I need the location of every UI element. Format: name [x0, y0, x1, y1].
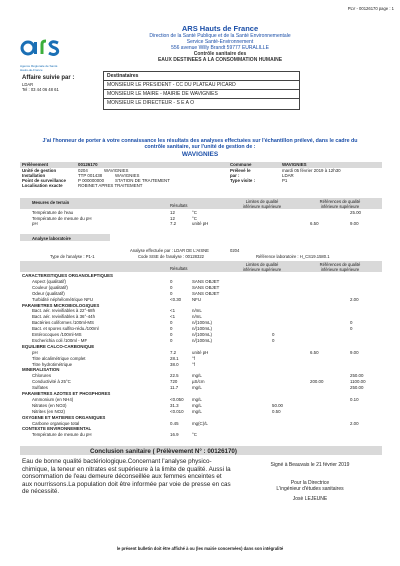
section-heading-label: EQUILIBRE CALCO-CARBONIQUE [22, 343, 95, 349]
terrain-references-header: Références de qualité inférieure supérieure [319, 199, 361, 209]
cell-u: mg(C)/L [192, 420, 208, 426]
cell-u: °C [192, 210, 197, 215]
cell-v: 0 [170, 290, 173, 296]
cell-v: 16.9 [170, 432, 179, 438]
cell-v: 12 [170, 215, 175, 221]
section-heading-label: OXYGENE ET MATIERES ORGANIQUES [22, 414, 106, 420]
section-heading-label: MINERALISATION [22, 367, 60, 373]
conclusion-section [20, 446, 382, 526]
section-heading-label: CONTEXTE ENVIRONNEMENTAL [22, 426, 92, 432]
cell-d: 0 [350, 326, 353, 332]
cell-u: NFU [192, 296, 202, 302]
cell-d: 0.10 [350, 396, 359, 402]
cell-u: °f [192, 355, 195, 361]
lab-service: Service Santé-Environnement [186, 39, 254, 45]
cell-d: 250.00 [350, 373, 364, 379]
cell-n: Nitrites (en NO2) [32, 408, 65, 414]
cell-u: n/(100mL) [192, 337, 213, 343]
cell-v: 7.2 [170, 221, 177, 227]
cell-u: unité pH [192, 221, 209, 227]
cell-u: °f [192, 361, 195, 367]
cell-u: n/(100mL) [192, 326, 213, 332]
signature-role: Pour la Directrice L'ingénieur d'études sanitaires [276, 480, 344, 492]
intro-line-2: contrôle sanitaire, sur l'unité de gestion de : [144, 144, 256, 151]
table-row [20, 432, 382, 438]
cell-v: <0.010 [170, 408, 184, 414]
section-heading-label: CARACTERISTIQUES ORGANOLEPTIQUES [22, 273, 113, 278]
prelevement-value: 00126170 [78, 162, 98, 168]
labo-title: Analyse laboratoire [32, 235, 71, 241]
cell-u: unité pH [192, 349, 209, 355]
cell-n: Bact. et spores sulfito-rédu./100ml [32, 326, 99, 332]
cell-v: <0.30 [170, 296, 182, 302]
cell-u: SANS OBJET [192, 278, 220, 284]
cell-u: mg/L [192, 373, 202, 379]
cell-u: °C [192, 432, 197, 438]
cell-v: 11.7 [170, 385, 179, 391]
destinataires-title: Destinataires [104, 72, 299, 81]
cell-v: <1 [170, 308, 176, 314]
terrain-resultats-header: Résultats [170, 203, 188, 208]
cell-n: Température de mesure du pH [32, 432, 92, 438]
cell-n: Bact. aér. revivifiables à 36°-44h [32, 314, 96, 320]
affaire-title: Affaire suivie par : [22, 75, 75, 81]
par-value: LDAR [282, 172, 294, 178]
destinataires-box [103, 71, 300, 110]
lab-control: Contrôle sanitaire des [193, 51, 247, 57]
section-heading-label: PARAMETRES MICROBIOLOGIQUES [22, 302, 100, 308]
cell-n: Chlorures [32, 373, 52, 379]
footer-note: le présent bulletin doit être affiché à ou (les mairie concernées) dans son intégralité [116, 546, 284, 551]
destinataire-2: MONSIEUR LE MAIRE - MAIRIE DE WAVIGNIES [104, 90, 299, 99]
cell-u: n/mL [192, 314, 202, 320]
cell-b: 50.00 [272, 402, 283, 408]
installation-code: TTP 001438 [78, 172, 103, 178]
cell-v: 22.5 [170, 373, 179, 379]
labo-limites-header: Limites de qualité inférieure supérieure [242, 262, 282, 272]
cell-u: SANS OBJET [192, 284, 220, 290]
labo-references-header: Références de qualité inférieure supérieure [319, 262, 361, 272]
labo-resultats-header: Résultats [170, 266, 188, 271]
document-reference: PLV - 00126170 page : 1 [347, 6, 394, 11]
cell-v: 0 [170, 284, 173, 290]
cell-d: 2.00 [350, 420, 359, 426]
preleve-le-label: Prélevé le [230, 167, 251, 173]
intro-place: WAVIGNIES [181, 150, 219, 158]
table-row [20, 221, 382, 227]
cell-v: 28.1 [170, 355, 179, 361]
cell-n: Conductivité à 25°C [32, 379, 71, 385]
cell-n: Entérocoques /100ml-MS [32, 332, 82, 337]
cell-d: 2.00 [350, 296, 359, 302]
cell-u: mg/L [192, 402, 202, 408]
cell-n: Sulfates [32, 385, 48, 391]
cell-n: Titre alcalimétrique complet [32, 355, 86, 361]
cell-n: Carbone organique total [32, 420, 80, 426]
par-label: par : [230, 172, 240, 178]
affaire-name: LDAR [22, 82, 34, 87]
cell-b: 0 [272, 332, 275, 337]
cell-n: Aspect (qualitatif) [32, 278, 66, 284]
cell-v: 31.3 [170, 402, 179, 408]
ug-code: 0204 [78, 167, 88, 173]
ug-label: Unité de gestion [22, 167, 57, 173]
logo-subtitle: Agence Régionale de Santé Hauts-de-France [20, 64, 58, 72]
ars-logo-icon [20, 28, 64, 60]
labo-code-sise: Code SISE de l'analyse : 00128322 [138, 254, 204, 259]
type-visite-value: P1 [282, 177, 288, 183]
cell-v: 720 [170, 379, 178, 385]
cell-d: 9.00 [350, 349, 359, 355]
cell-n: Ammonium (en NH4) [32, 396, 74, 402]
cell-d: 25.00 [350, 210, 361, 215]
cell-n: Bactéries coliformes /100ml-MS [32, 320, 94, 326]
cell-c: 6.50 [310, 221, 319, 227]
cell-u: mg/L [192, 408, 202, 414]
cell-v: <0.050 [170, 396, 184, 402]
point-value: STATION DE TRAITEMENT [115, 177, 170, 183]
cell-u: µS/cm [192, 379, 205, 385]
installation-label: Installation [22, 172, 46, 178]
cell-n: Nitrates (en NO3) [32, 402, 67, 408]
sample-info [20, 162, 382, 194]
prelevement-label: Prélèvement [22, 162, 49, 168]
labo-type: Type de l'analyse : P1-1 [50, 254, 95, 259]
lab-name: ARS Hauts de France [181, 24, 259, 33]
cell-u: °C [192, 215, 197, 221]
lab-direction: Direction de la Santé Publique et de la Santé Environnementale [149, 33, 291, 39]
conclusion-title: Conclusion sanitaire ( Prélèvement N° : 00126170) [90, 447, 237, 455]
cell-b: 0.50 [272, 408, 281, 414]
cell-v: 38.0 [170, 361, 179, 367]
cell-v: 0 [170, 320, 173, 326]
cell-u: mg/L [192, 396, 202, 402]
cell-v: 0 [170, 326, 173, 332]
localisation-label: Localisation exacte [22, 183, 63, 189]
ars-logo [20, 28, 64, 72]
ug-value: WAVIGNIES [104, 167, 129, 173]
cell-v: 0 [170, 332, 173, 337]
lab-eaux: EAUX DESTINEES A LA CONSOMMATION HUMAINE [157, 57, 283, 63]
cell-v: <1 [170, 314, 176, 320]
cell-n: Bact. aér. revivifiables à 22°-68h [32, 308, 96, 314]
point-code: P 000000000 [78, 177, 105, 183]
cell-u: mg/L [192, 385, 202, 391]
commune-label: Commune [230, 162, 252, 168]
affaire-tel: Tel : 03 44 06 48 61 [22, 87, 59, 92]
cell-n: Odeur (qualitatif) [32, 290, 65, 296]
cell-v: 0 [170, 337, 173, 343]
cell-d: 0 [350, 320, 353, 326]
point-label: Point de surveillance [22, 177, 66, 183]
laboratoire-section [20, 234, 382, 444]
cell-u: SANS OBJET [192, 290, 220, 296]
destinataire-3: MONSIEUR LE DIRECTEUR - S E A O [107, 100, 194, 106]
section-heading-label: PARAMETRES AZOTES ET PHOSPHORES [22, 391, 111, 396]
cell-u: n/(100mL) [192, 332, 213, 337]
cell-v: 0.45 [170, 420, 179, 426]
cell-n: pH [32, 349, 38, 355]
installation-value: WAVIGNIES [115, 172, 140, 178]
terrain-limites-header: Limites de qualité inférieure supérieure [242, 199, 282, 209]
cell-d: 1100.00 [350, 379, 366, 385]
cell-n: Titre hydrotimétrique [32, 361, 73, 367]
cell-b: 0 [272, 337, 275, 343]
cell-v: 12 [170, 210, 175, 215]
terrain-section [20, 198, 382, 230]
signature-place-date: Signé à Beauvais le 21 février 2019 [270, 462, 350, 468]
cell-u: n/(100mL) [192, 320, 213, 326]
cell-c: 6.50 [310, 349, 319, 355]
commune-value: WAVIGNIES [282, 162, 307, 168]
cell-u: n/mL [192, 308, 202, 314]
cell-n: pH [32, 221, 38, 227]
cell-c: 200.00 [310, 379, 324, 385]
cell-n: Escherichia coli /100ml - MF [32, 337, 88, 343]
type-visite-label: Type visite : [230, 177, 256, 183]
destinataire-1: MONSIEUR LE PRESIDENT - CC DU PLATEAU PICARD [104, 81, 299, 90]
intro-line-1: J'ai l'honneur de porter à votre connaissance les résultats des analyses effectuées sur l'échantillon prélevé, dans le cadre du [42, 138, 358, 144]
cell-v: 7.2 [170, 349, 177, 355]
conclusion-text: Eau de bonne qualité bactériologique.Concernant l'analyse physico-chimique, la teneur en nitrates est supérieure à la limite de qualité. Aussi la consommation de l'eau demeure déconseillée aux femmes enceintes et aux nourrissons.La population doit être informée par voie de presse en cas de nécessité. [22, 458, 231, 496]
labo-effectuee-code: 0204 [230, 248, 240, 253]
signature-name: Josè LEJEUNE [292, 496, 328, 502]
labo-reference: Référence laboratoire : H_CS19.1580.1 [256, 254, 330, 259]
cell-d: 9.00 [350, 221, 359, 227]
cell-n: Couleur (qualitatif) [32, 284, 68, 290]
cell-n: Température de mesure du pH [32, 215, 92, 221]
cell-d: 250.00 [350, 385, 364, 391]
lab-address: 556 avenue Willy Brandt 59777 EURALILLE [171, 45, 269, 51]
labo-effectuee: Analyse effectuée par : LDAR DE L'AISNE [130, 248, 209, 253]
terrain-title: Mesures de terrain [32, 200, 70, 205]
preleve-le-value: mardi 05 février 2019 à 12h30 [282, 167, 341, 173]
localisation-value: ROBINET APRES TRAITEMENT [78, 183, 143, 189]
cell-n: Température de l'eau [32, 210, 74, 215]
cell-v: 0 [170, 278, 173, 284]
cell-n: Turbidité néphélométrique NFU [32, 296, 94, 302]
